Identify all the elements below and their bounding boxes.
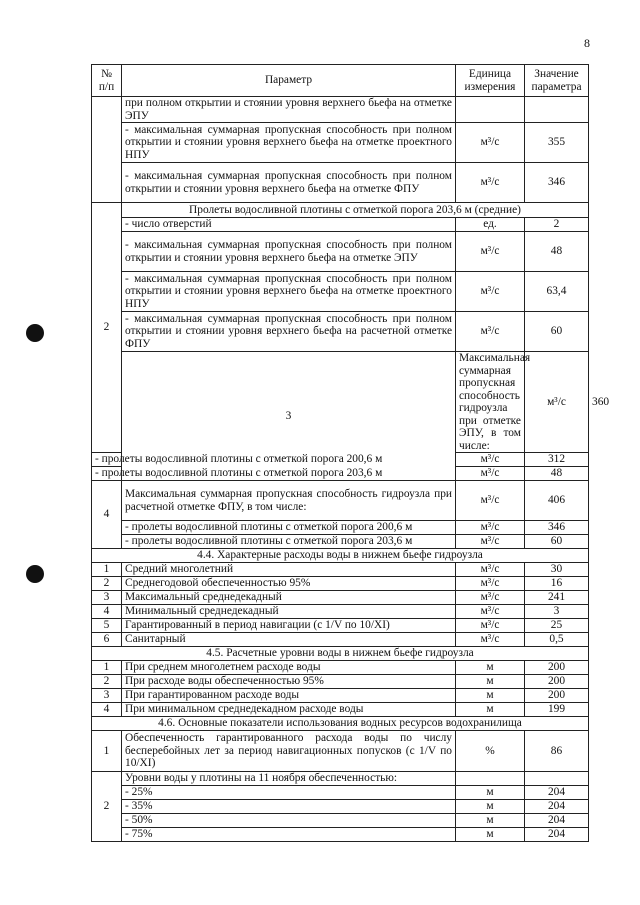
unit-cell: м³/с: [456, 481, 525, 521]
parameter-cell: Максимальная суммарная пропускная способность гидроузла при отметке ЭПУ, в том числе:: [456, 352, 525, 453]
parameter-cell: - число отверстий: [122, 218, 456, 232]
table-row: [92, 453, 589, 467]
value-cell: 63,4: [525, 272, 589, 312]
value-cell: 204: [525, 814, 589, 828]
table-row: [92, 703, 589, 717]
unit-cell: м³/с: [456, 232, 525, 272]
table-row: [92, 814, 589, 828]
section-title: 4.5. Расчетные уровни воды в нижнем бьефе гидроузла: [92, 647, 589, 661]
unit-cell: м³/с: [456, 123, 525, 163]
unit-cell: м³/с: [456, 453, 525, 467]
parameter-cell: - максимальная суммарная пропускная способность при полном открытии и стоянии уровня верхнего бьефа на расчетной отметке ФПУ: [122, 312, 456, 352]
table-row: [92, 605, 589, 619]
value-cell: 200: [525, 661, 589, 675]
table-row: [92, 689, 589, 703]
parameter-cell: При минимальном среднедекадном расходе воды: [122, 703, 456, 717]
unit-cell: [456, 97, 525, 123]
value-cell: 25: [525, 619, 589, 633]
table-row: [92, 828, 589, 842]
header-num: № п/п: [92, 65, 122, 97]
value-cell: 16: [525, 577, 589, 591]
parameter-cell: - максимальная суммарная пропускная способность при полном открытии и стоянии уровня верхнего бьефа на отметке проектного НПУ: [122, 123, 456, 163]
table-row: [92, 563, 589, 577]
value-cell: 0,5: [525, 633, 589, 647]
unit-cell: м³/с: [456, 619, 525, 633]
parameter-cell: При расходе воды обеспеченностью 95%: [122, 675, 456, 689]
unit-cell: м³/с: [456, 535, 525, 549]
unit-cell: м: [456, 828, 525, 842]
value-cell: [525, 772, 589, 786]
table-row: [92, 591, 589, 605]
value-cell: 3: [525, 605, 589, 619]
row-number-cell: 5: [92, 619, 122, 633]
parameter-cell: - 35%: [122, 800, 456, 814]
row-number-cell: 4: [92, 703, 122, 717]
parameter-cell: Санитарный: [122, 633, 456, 647]
section-title-row: [92, 549, 589, 563]
value-cell: 204: [525, 828, 589, 842]
value-cell: 60: [525, 312, 589, 352]
parameter-cell: При гарантированном расходе воды: [122, 689, 456, 703]
parameter-cell: Минимальный среднедекадный: [122, 605, 456, 619]
value-cell: 355: [525, 123, 589, 163]
parameter-cell: Гарантированный в период навигации (с 1/V по 10/XI): [122, 619, 456, 633]
page-number: 8: [584, 36, 590, 50]
unit-cell: %: [456, 731, 525, 772]
table-row: [92, 97, 589, 123]
table-row: [92, 123, 589, 163]
value-cell: 30: [525, 563, 589, 577]
value-cell: 406: [525, 481, 589, 521]
table-row: [92, 163, 589, 203]
parameter-cell: Среднегодовой обеспеченностью 95%: [122, 577, 456, 591]
table-row: [92, 232, 589, 272]
table-row: [92, 633, 589, 647]
row-number-cell: 4: [92, 481, 122, 549]
table-row: [92, 786, 589, 800]
parameters-table: [91, 64, 610, 842]
unit-cell: м³/с: [456, 563, 525, 577]
row-number-cell: 6: [92, 633, 122, 647]
table-row: [92, 661, 589, 675]
unit-cell: м³/с: [456, 605, 525, 619]
parameter-cell: Средний многолетний: [122, 563, 456, 577]
section-title-row: [92, 647, 589, 661]
unit-cell: м: [456, 786, 525, 800]
row-number-cell: 2: [92, 675, 122, 689]
parameter-cell: Максимальный среднедекадный: [122, 591, 456, 605]
value-cell: 86: [525, 731, 589, 772]
table-row: [92, 272, 589, 312]
table-row: [92, 731, 589, 772]
value-cell: 200: [525, 689, 589, 703]
table-row: [92, 312, 589, 352]
section-title: 4.4. Характерные расходы воды в нижнем бьефе гидроузла: [92, 549, 589, 563]
unit-cell: м³/с: [456, 163, 525, 203]
value-cell: 199: [525, 703, 589, 717]
value-cell: [525, 97, 589, 123]
parameter-cell: - пролеты водосливной плотины с отметкой порога 203,6 м: [122, 535, 456, 549]
row-number-cell: 3: [122, 352, 456, 481]
section-title-row: [92, 717, 589, 731]
table-row: [92, 535, 589, 549]
row-number-cell: 3: [92, 591, 122, 605]
value-cell: 2: [525, 218, 589, 232]
unit-cell: м³/с: [456, 591, 525, 605]
parameter-cell: - 25%: [122, 786, 456, 800]
parameter-cell: При среднем многолетнем расходе воды: [122, 661, 456, 675]
unit-cell: м³/с: [456, 312, 525, 352]
unit-cell: м³/с: [456, 272, 525, 312]
table-row: [92, 218, 589, 232]
row-number-cell: [92, 97, 122, 203]
parameter-cell: Обеспеченность гарантированного расхода воды по числу бесперебойных лет за период навигационных попусков (с 1/V по 10/XI): [122, 731, 456, 772]
table-row: 3 Максимальная суммарная пропускная способность гидроузла при отметке ЭПУ, в том числе: м³/с 360: [92, 352, 589, 453]
table-header-row: [92, 65, 589, 97]
unit-cell: м: [456, 814, 525, 828]
parameter-cell: - максимальная суммарная пропускная способность при полном открытии и стоянии уровня верхнего бьефа на отметке проектного НПУ: [122, 272, 456, 312]
table-row: [92, 675, 589, 689]
unit-cell: м³/с: [456, 521, 525, 535]
parameter-cell: - пролеты водосливной плотины с отметкой порога 200,6 м: [92, 453, 122, 467]
unit-cell: м³/с: [525, 352, 589, 453]
table-row: [92, 619, 589, 633]
parameter-cell: - пролеты водосливной плотины с отметкой порога 200,6 м: [122, 521, 456, 535]
parameter-cell: Уровни воды у плотины на 11 ноября обеспеченностью:: [122, 772, 456, 786]
unit-cell: м³/с: [456, 633, 525, 647]
value-cell: 48: [525, 467, 589, 481]
section-title: 4.6. Основные показатели использования водных ресурсов водохранилища: [92, 717, 589, 731]
punch-hole-mark: [26, 324, 44, 342]
table-row: [92, 577, 589, 591]
punch-hole-mark: [26, 565, 44, 583]
parameter-cell: - максимальная суммарная пропускная способность при полном открытии и стоянии уровня верхнего бьефа на отметке ЭПУ: [122, 232, 456, 272]
row-number-cell: 2: [92, 577, 122, 591]
header-parameter: Параметр: [122, 65, 456, 97]
unit-cell: ед.: [456, 218, 525, 232]
value-cell: 346: [525, 163, 589, 203]
value-cell: 60: [525, 535, 589, 549]
table-row: [92, 800, 589, 814]
unit-cell: м: [456, 689, 525, 703]
header-value: Значение параметра: [525, 65, 589, 97]
parameter-cell: - 50%: [122, 814, 456, 828]
header-unit: Единица измерения: [456, 65, 525, 97]
unit-cell: м³/с: [456, 577, 525, 591]
row-number-cell: 1: [92, 563, 122, 577]
parameter-cell: Максимальная суммарная пропускная способность гидроузла при расчетной отметке ФПУ, в том числе:: [122, 481, 456, 521]
value-cell: 346: [525, 521, 589, 535]
parameter-cell: - 75%: [122, 828, 456, 842]
row-number-cell: 1: [92, 731, 122, 772]
value-cell: 48: [525, 232, 589, 272]
parameter-cell: - максимальная суммарная пропускная способность при полном открытии и стоянии уровня верхнего бьефа на отметке ФПУ: [122, 163, 456, 203]
unit-cell: [456, 772, 525, 786]
row-number-cell: 4: [92, 605, 122, 619]
unit-cell: м³/с: [456, 467, 525, 481]
subsection-title-row: [92, 203, 589, 218]
table-row: [92, 481, 589, 521]
value-cell: 204: [525, 786, 589, 800]
value-cell: 204: [525, 800, 589, 814]
unit-cell: м: [456, 675, 525, 689]
row-number-cell: 2: [92, 203, 122, 453]
value-cell: 312: [525, 453, 589, 467]
value-cell: 200: [525, 675, 589, 689]
unit-cell: м: [456, 800, 525, 814]
unit-cell: м: [456, 703, 525, 717]
table-row: [92, 521, 589, 535]
row-number-cell: 2: [92, 772, 122, 842]
table-row: [92, 467, 589, 481]
value-cell: 241: [525, 591, 589, 605]
row-number-cell: 3: [92, 689, 122, 703]
parameter-cell: при полном открытии и стоянии уровня верхнего бьефа на отметке ЭПУ: [122, 97, 456, 123]
table-row: [92, 772, 589, 786]
row-number-cell: 1: [92, 661, 122, 675]
unit-cell: м: [456, 661, 525, 675]
subsection-title: Пролеты водосливной плотины с отметкой порога 203,6 м (средние): [122, 203, 589, 218]
parameter-cell: - пролеты водосливной плотины с отметкой порога 203,6 м: [92, 467, 122, 481]
